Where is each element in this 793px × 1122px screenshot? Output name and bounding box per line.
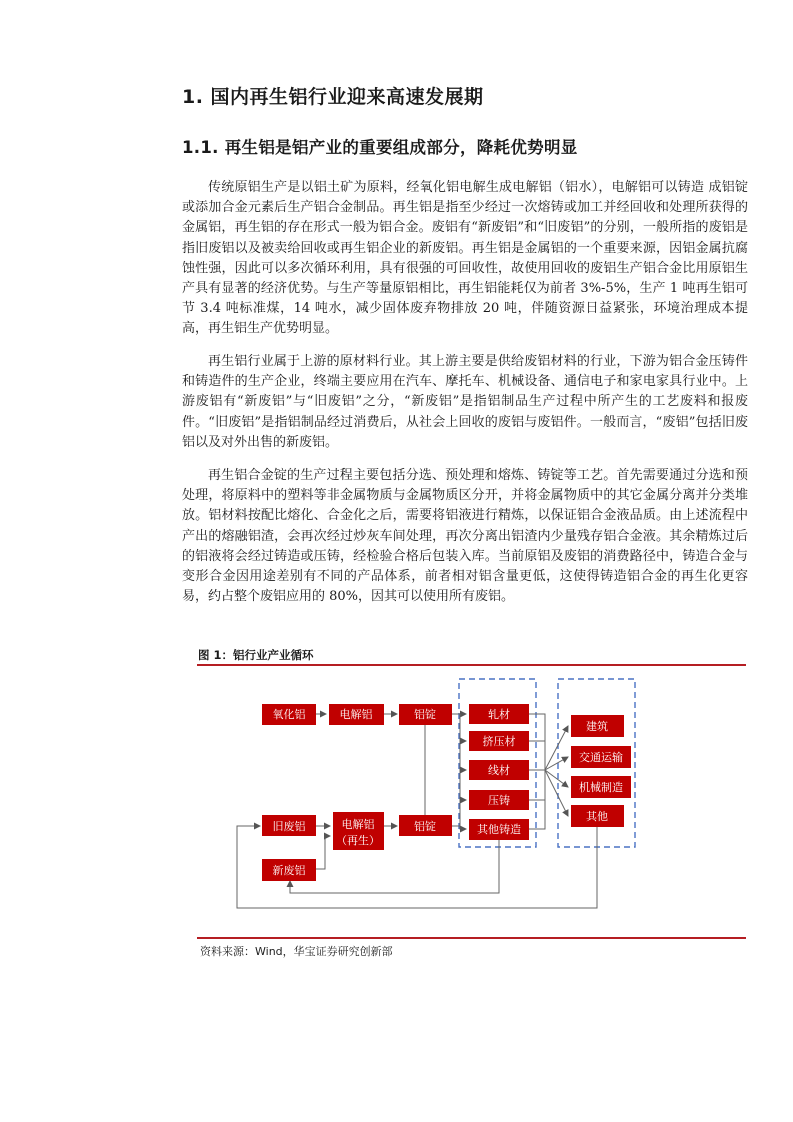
paragraph-1: 传统原铝生产是以铝土矿为原料，经氧化铝电解生成电解铝（铝水），电解铝可以铸造 成铝锭或添加合金元素后生产铝合金制品。再生铝是指至少经过一次熔铸或加工并经回收和处理所获得的金属铝，再生铝的存在形式一般为铝合金。废铝有“新废铝”和“旧废铝”的分别，一般所指的废铝是指旧废铝以及被卖给回收或再生铝企业的新废铝。再生铝是金属铝的一个重要来源，因铝金属抗腐蚀性强，因此可以多次循环利用，具有很强的可回收性，故使用回收的废铝生产铝合金比用原铝生产具有显著的经济优势。与生产等量原铝相比，再生铝能耗仅为前者 3%-5%，生产 1 吨再生铝可节 3.4 吨标准煤，14 吨水，减少固体废弃物排放 20 吨，伴随资源日益紧张，环境治理成本提高，再生铝生产优势明显。: [182, 180, 748, 337]
node-electrolytic-recycled: [333, 812, 384, 850]
svg-text:建筑: 建筑: [586, 720, 608, 733]
figure-bottom-rule: [197, 937, 746, 939]
node-electrolytic-aluminum: [329, 704, 384, 725]
svg-text:电解铝: 电解铝: [341, 818, 375, 831]
svg-text:（再生）: （再生）: [336, 834, 380, 847]
node-transport: [571, 746, 631, 768]
subsection-heading: 1.1. 再生铝是铝产业的重要组成部分，降耗优势明显: [182, 138, 578, 157]
node-others: [571, 805, 624, 827]
node-rolled: [469, 704, 529, 724]
node-construction: [571, 715, 624, 737]
paragraph-2: 再生铝行业属于上游的原材料行业。其上游主要是供给废铝材料的行业，下游为铝合金压铸件和铸造件的生产企业，终端主要应用在汽车、摩托车、机械设备、通信电子和家电家具行业中。上游废铝有“新废铝”与“旧废铝”之分，“新废铝”是指铝制品生产过程中所产生的工艺废料和报废件。“旧废铝”是指铝制品经过消费后，从社会上回收的废铝与废铝件。一般而言，“废铝”包括旧废铝以及对外出售的新废铝。: [182, 354, 748, 450]
svg-text:铝锭: 铝锭: [414, 820, 436, 833]
node-extruded: [469, 731, 529, 751]
svg-text:其他铸造: 其他铸造: [477, 823, 521, 836]
node-wire: [469, 760, 529, 780]
svg-text:挤压材: 挤压材: [482, 735, 516, 748]
paragraph-3: 再生铝合金锭的生产过程主要包括分选、预处理和熔炼、铸锭等工艺。首先需要通过分选和预处理，将原料中的塑料等非金属物质与金属物质区分开，并将金属物质中的其它金属分离并分类堆放。铝材料按配比熔化、合金化之后，需要将铝液进行精炼，以保证铝合金液品质。由上述流程中产出的熔融铝渣，会再次经过炒灰车间处理，再次分离出铝渣内少量残存铝合金液。其余精炼过后的铝液将会经过铸造或压铸，经检验合格后包装入库。当前原铝及废铝的消费路径中，铸造合金与变形合金因用途差别有不同的产品体系，前者相对铝含量更低，这使得铸造铝合金的再生化更容易，约占整个废铝应用的 80%，因其可以使用所有废铝。: [182, 468, 748, 605]
node-alumina: [262, 704, 316, 725]
figure-source: 资料来源：Wind，华宝证券研究创新部: [200, 945, 393, 958]
svg-text:线材: 线材: [488, 764, 510, 777]
node-other-casting: [469, 819, 529, 840]
node-die-cast: [469, 790, 529, 810]
svg-text:其他: 其他: [586, 810, 608, 823]
figure-title: 图 1：铝行业产业循环: [198, 648, 314, 662]
svg-text:旧废铝: 旧废铝: [272, 820, 306, 833]
node-ingot-recycled: [399, 815, 452, 836]
svg-text:铝锭: 铝锭: [414, 708, 436, 721]
svg-text:电解铝: 电解铝: [339, 708, 373, 721]
node-ingot-primary: [399, 704, 452, 725]
svg-text:新废铝: 新废铝: [272, 864, 306, 877]
svg-text:轧材: 轧材: [488, 708, 510, 721]
node-old-scrap: [262, 815, 316, 836]
svg-text:压铸: 压铸: [488, 794, 510, 807]
svg-text:交通运输: 交通运输: [579, 751, 623, 764]
svg-text:氧化铝: 氧化铝: [272, 708, 306, 721]
node-machinery: [571, 776, 631, 798]
node-new-scrap: [262, 859, 316, 881]
section-heading: 1. 国内再生铝行业迎来高速发展期: [182, 86, 484, 108]
svg-text:机械制造: 机械制造: [579, 781, 623, 794]
